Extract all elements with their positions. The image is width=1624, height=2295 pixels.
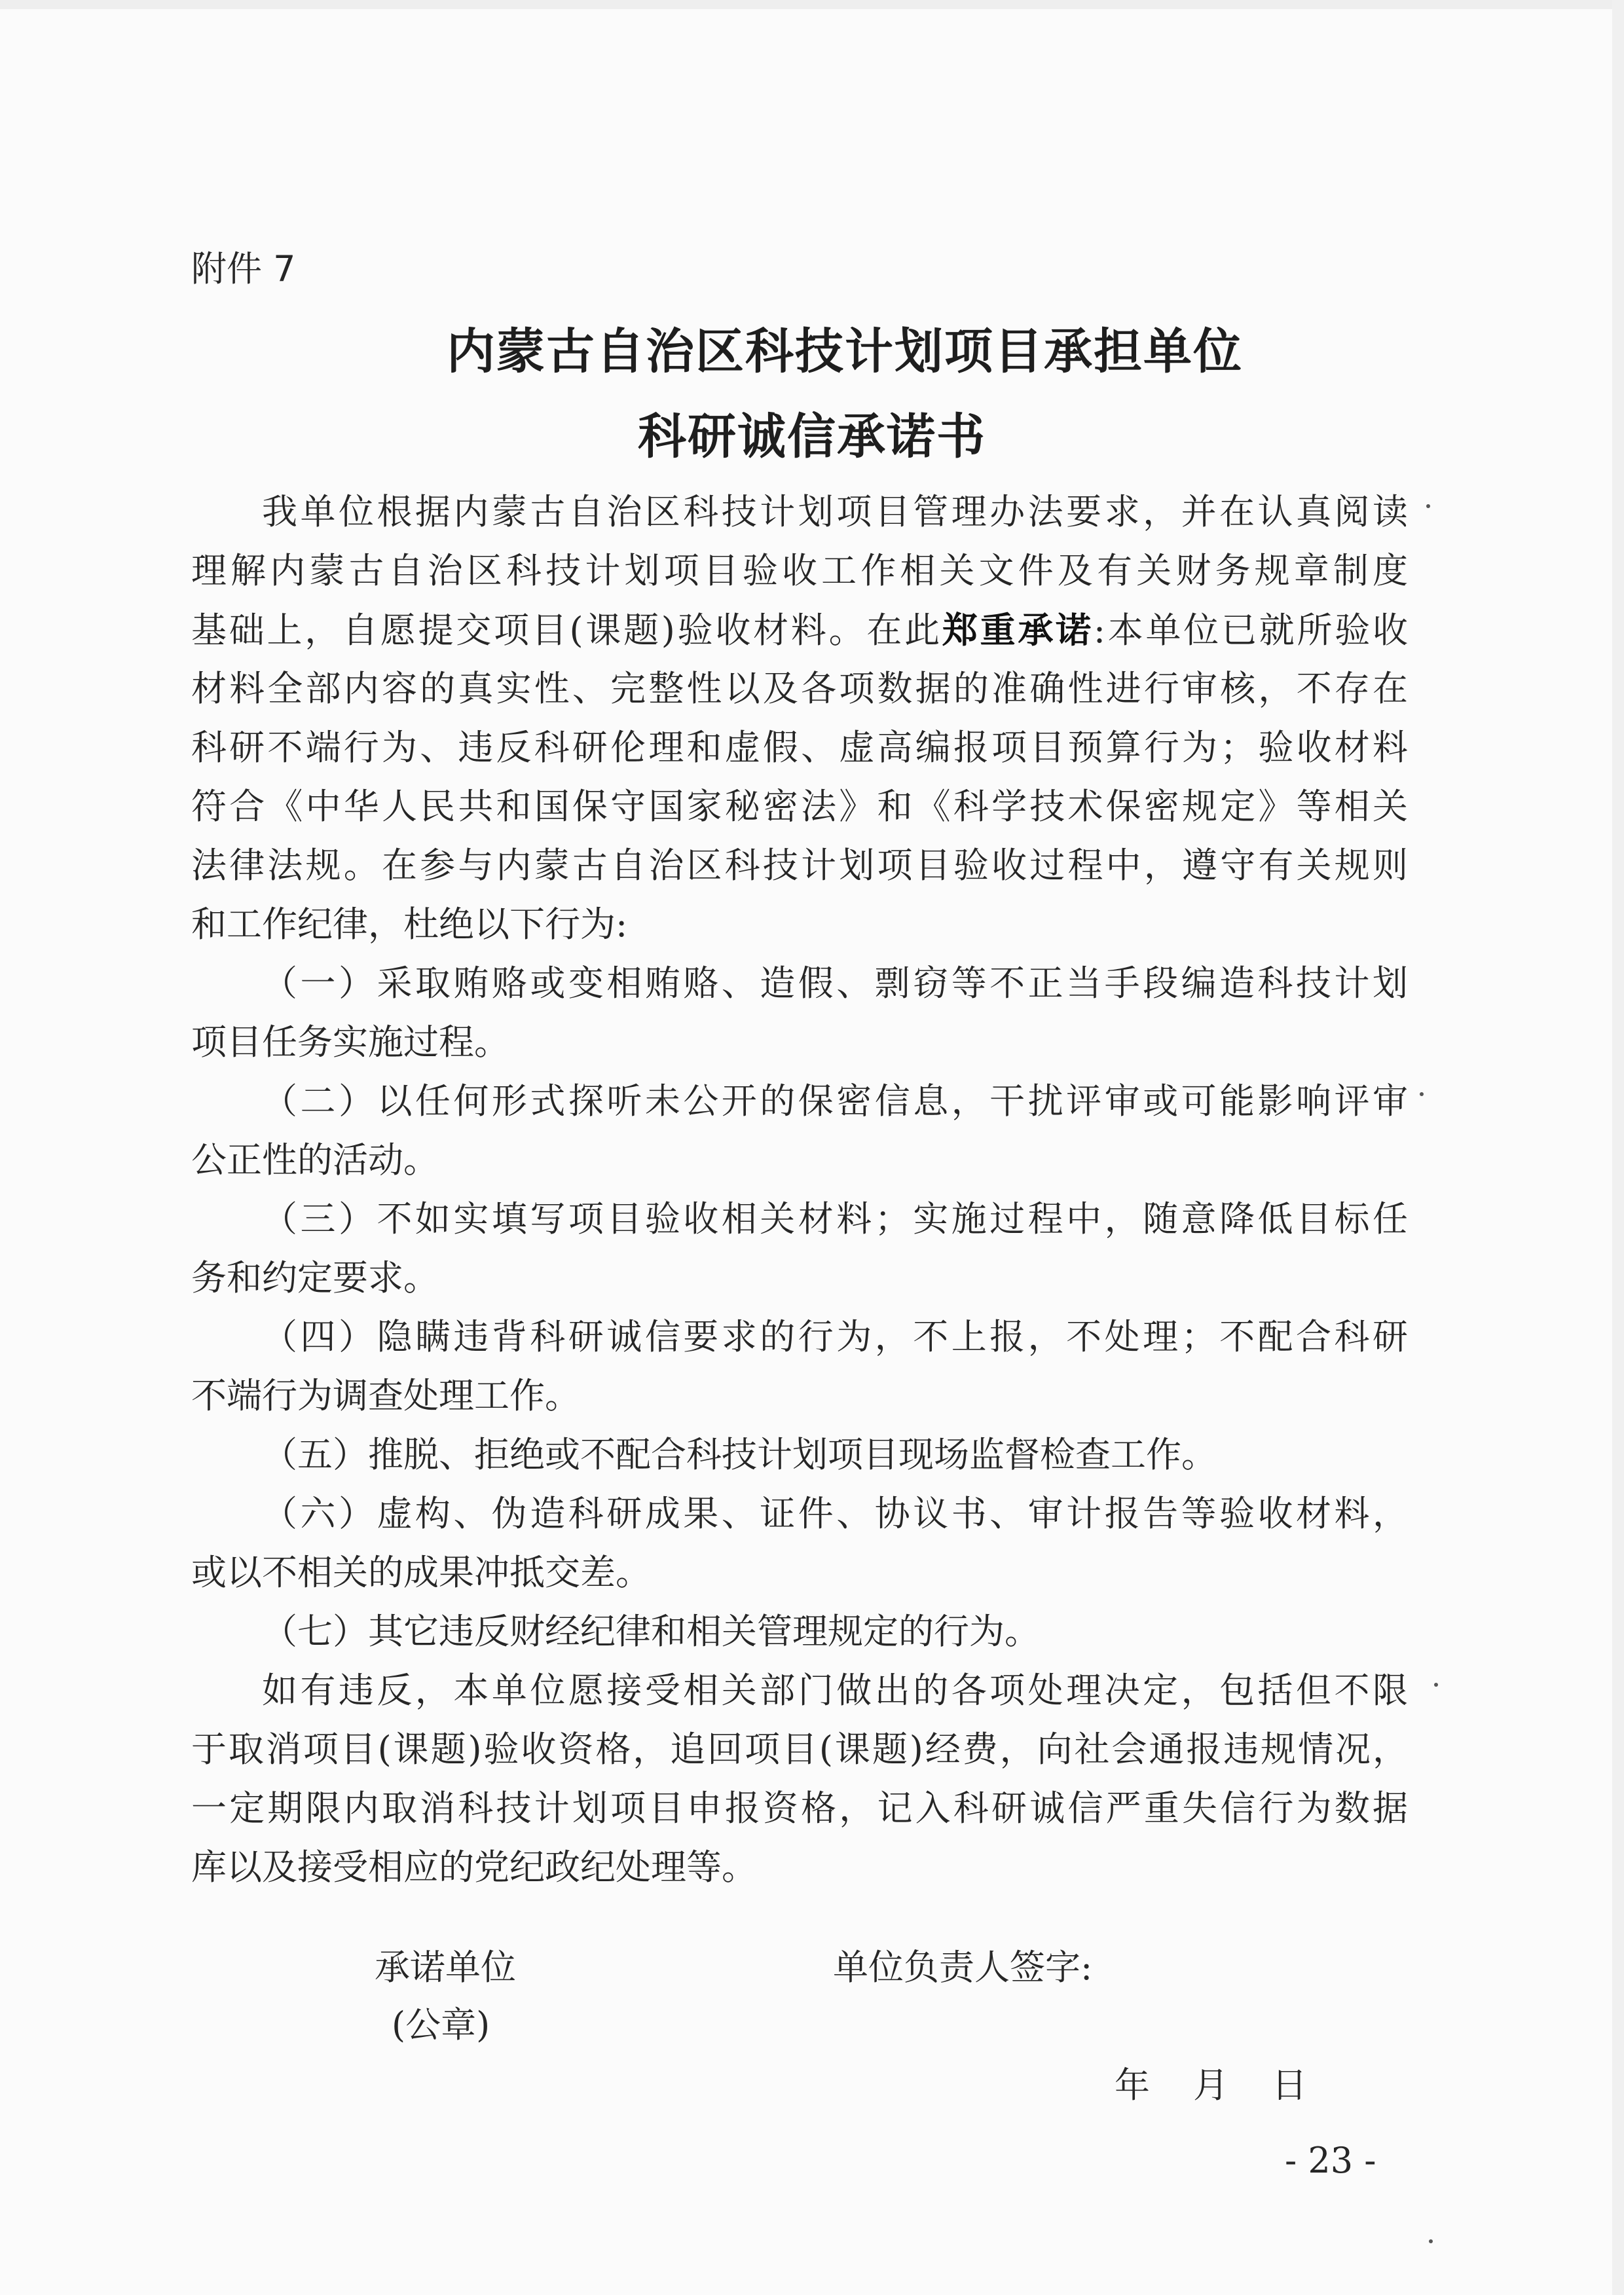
- responsible-person-signature-label: 单位负责人签字:: [833, 1947, 1093, 1988]
- scan-speck: [1429, 2239, 1433, 2243]
- date-day-label: 日: [1272, 2065, 1307, 2106]
- item1-line1: （一）采取贿赂或变相贿赂、造假、剽窃等不正当手段编造科技计划: [262, 963, 1408, 1004]
- scan-speck: [1434, 1683, 1438, 1687]
- paragraph1-line3-part1: 基础上，自愿提交项目(课题)验收材料。在此: [191, 610, 942, 651]
- item5-line1: （五）推脱、拒绝或不配合科技计划项目现场监督检查工作。: [262, 1434, 1217, 1475]
- scan-speck: [1420, 1092, 1424, 1096]
- item6-line2: 或以不相关的成果冲抵交差。: [191, 1552, 651, 1593]
- paragraph1-line3: [191, 610, 1408, 650]
- item2-line2: 公正性的活动。: [191, 1139, 439, 1181]
- document-title-line1: 内蒙古自治区科技计划项目承担单位: [447, 323, 1243, 380]
- paragraph1-line3-part2: :本单位已就所验收: [1093, 610, 1408, 651]
- paragraph1-line5: 科研不端行为、违反科研伦理和虚假、虚高编报项目预算行为；验收材料: [191, 727, 1408, 768]
- solemn-promise-text: 郑重承诺: [942, 609, 1094, 651]
- promising-unit-label: 承诺单位: [375, 1947, 516, 1988]
- paragraph1-line4: 材料全部内容的真实性、完整性以及各项数据的准确性进行审核，不存在: [191, 668, 1408, 709]
- scan-edge-top: [0, 0, 1624, 9]
- item2-line1: （二）以任何形式探听未公开的保密信息，干扰评审或可能影响评审: [262, 1080, 1408, 1122]
- paragraph1-line1: 我单位根据内蒙古自治区科技计划项目管理办法要求，并在认真阅读: [262, 491, 1408, 532]
- item1-line2: 项目任务实施过程。: [191, 1021, 509, 1063]
- paragraph1-line7: 法律法规。在参与内蒙古自治区科技计划项目验收过程中，遵守有关规则: [191, 845, 1408, 886]
- page-number: - 23 -: [1285, 2140, 1376, 2181]
- paragraph2-line2: 于取消项目(课题)验收资格，追回项目(课题)经费，向社会通报违规情况，: [191, 1729, 1408, 1770]
- scan-speck: [1426, 504, 1430, 508]
- paragraph1-line2: 理解内蒙古自治区科技计划项目验收工作相关文件及有关财务规章制度: [191, 550, 1408, 591]
- paragraph2-line4: 库以及接受相应的党纪政纪处理等。: [191, 1846, 757, 1888]
- item6-line1: （六）虚构、伪造科研成果、证件、协议书、审计报告等验收材料，: [262, 1493, 1408, 1534]
- item7-line1: （七）其它违反财经纪律和相关管理规定的行为。: [262, 1611, 1040, 1652]
- item3-line1: （三）不如实填写项目验收相关材料；实施过程中，随意降低目标任: [262, 1198, 1408, 1239]
- attachment-label: 附件 7: [191, 248, 296, 289]
- official-seal-label: (公章): [392, 2004, 490, 2046]
- paragraph1-line8: 和工作纪律，杜绝以下行为:: [191, 904, 628, 945]
- item3-line2: 务和约定要求。: [191, 1257, 439, 1298]
- date-month-label: 月: [1193, 2065, 1228, 2106]
- document-title-line2: 科研诚信承诺书: [638, 409, 986, 465]
- item4-line1: （四）隐瞒违背科研诚信要求的行为，不上报，不处理；不配合科研: [262, 1316, 1408, 1357]
- paragraph1-line6: 符合《中华人民共和国保守国家秘密法》和《科学技术保密规定》等相关: [191, 786, 1408, 827]
- paragraph2-line3: 一定期限内取消科技计划项目申报资格，记入科研诚信严重失信行为数据: [191, 1788, 1408, 1829]
- item4-line2: 不端行为调查处理工作。: [191, 1375, 580, 1416]
- paragraph2-line1: 如有违反，本单位愿接受相关部门做出的各项处理决定，包括但不限: [262, 1670, 1408, 1711]
- date-year-label: 年: [1115, 2065, 1150, 2106]
